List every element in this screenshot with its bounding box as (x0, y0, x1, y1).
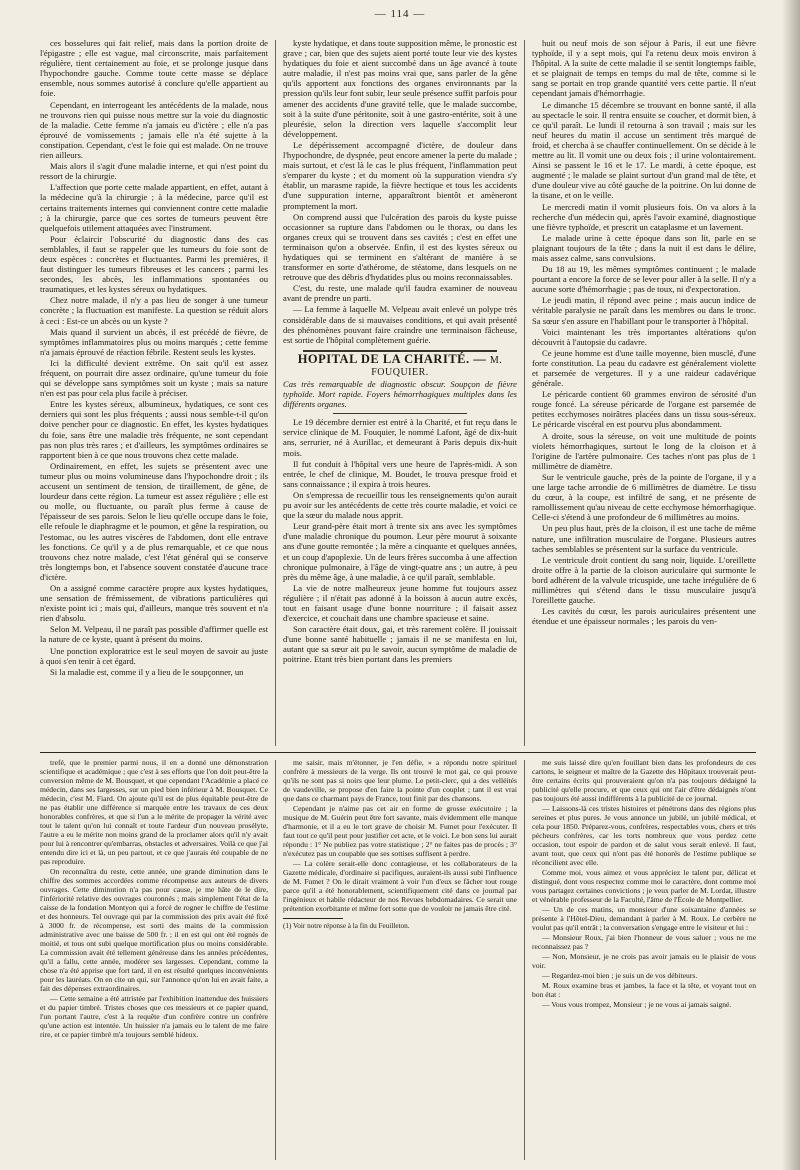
paragraph: On reconnaîtra du reste, cette année, une grande diminution dans le chiffre des sommes accordées comme récompense aux auteurs de divers ouvrages. Cette diminution n'a pas pour cause, je me hâte de le dire, l'infériorité relative des ouvrages couronnés ; mais simplement l'état de la caisse de la fondation Montyon qui a forcé de rogner le chiffre de l'estime et des honneurs. Tel ouvrage qui par la commission des prix avait été fixé à 3000 fr. de récompense, est sorti des mains de la commission administrative avec une baisse de 500 fr. ; il en est qui ont été rognés de moitié, et tous ont subi quelque mortification plus ou moins considérable. La commission avait été tellement généreuse dans les années précédentes, qu'il a fallu, cette année, modérer ses largesses. Cependant, comme la chose n'a été apprise que fort tard, il en est résulté quelques inconvénients pour les lauréats. On en cite un qui, sur l'annonce qu'on lui en avait faite, a fait des dépenses extraordinaires. (40, 867, 268, 993)
feuilleton-column-2 (283, 758, 517, 1163)
paragraph: — Monsieur Roux, j'ai bien l'honneur de vous saluer ; vous ne me reconnaissez pas ? (532, 933, 756, 951)
paragraph: C'est, du reste, une malade qu'il faudra examiner de nouveau avant de prendre un parti. (283, 283, 517, 304)
paragraph: Ordinairement, en effet, les sujets se présentent avec une tumeur plus ou moins volumineuse dans l'hypochondre droit ; ils accusent un sentiment de tension, de tiraillement, de gêne, de lourdeur dans cette région. La tumeur est assez régulière ; elle est ou molle, ou fluctuante, ou paraît plus ferme à cause de l'épaisseur de ses parois. Selon le lieu qu'elle occupe dans le foie, elle refoule le diaphragme et le poumon, et gêne la respiration, ou l'estomac, ou les autres viscères de l'abdomen, dont elle entrave les fonctions. Ce qu'il y a de plus remarquable, et ce que nous trouvons chez notre malade, c'est l'état général qui se conserve très longtemps bon, et l'absence souvent constatée d'aucune trace d'ictère. (40, 460, 268, 582)
paragraph: On s'empressa de recueillir tous les renseignements qu'on aurait pu avoir sur les antécédents de cette très courte maladie, et voici ce que la sœur du malade nous apprit. (283, 489, 517, 521)
section-author: M. FOUQUIER. (371, 354, 503, 378)
paragraph: Le mercredi matin il vomit plusieurs fois. On va alors à la recherche d'un médecin qui, après l'avoir examiné, diagnostique une fièvre typhoïde, et prescrit un cataplasme et un lavement. (532, 201, 756, 232)
paragraph: Une ponction exploratrice est le seul moyen de savoir au juste à quoi s'en tenir à cet égard. (40, 645, 268, 666)
paragraph: — Un de ces matins, un monsieur d'une soixantaine d'années se présente à l'Hôtel-Dieu, demandant à parler à M. Roux. Le cerbère ne voulut pas qu'il entrât ; la conversation s'engage entre le visiteur et lui : (532, 905, 756, 932)
column-divider (275, 40, 276, 746)
section-subtitle: Cas très remarquable de diagnostic obscur. Soupçon de fièvre typhoïde. Mort rapide. Foyers hémorrhagiques multiples dans les différents organes. (283, 379, 517, 410)
footnote: (1) Voir notre réponse à la fin du Feuilleton. (283, 922, 410, 930)
paragraph: Ce jeune homme est d'une taille moyenne, bien musclé, d'une forte constitution. La peau du cadavre est généralement violette et parsemée de vergetures. Il y a une raideur cadavérique générale. (532, 347, 756, 389)
paragraph: Le 19 décembre dernier est entré à la Charité, et fut reçu dans le service clinique de M. Fouquier, le nommé Lafont, âgé de dix-huit ans, serrurier, né à Aurillac, et demeurant à Paris depuis dix-huit mois. (283, 417, 517, 458)
paragraph: Les cavités du cœur, les parois auriculaires présentent une étendue et une épaisseur normales ; les parois du ven- (532, 606, 756, 627)
paragraph: — La femme à laquelle M. Velpeau avait enlevé un polype très considérable dans de si mauvaises conditions, et qui avait présenté des phénomènes pouvant faire craindre une terminaison fâcheuse, est sortie de l'hôpital complètement guérie. (283, 304, 517, 345)
column-divider (524, 40, 525, 746)
paragraph: Le dépérissement accompagné d'ictère, de douleur dans l'hypochondre, de dyspnée, peut encore amener la perte du malade ; mais surtout, et c'est là le cas le plus fréquent, l'inflammation peut s'emparer du kyste ; et du moment où la suppuration viendra s'y établir, un marasme rapide, la fièvre hectique et tous les accidents d'une suppuration interne, apparaîtront bientôt et amèneront promptement la mort. (283, 139, 517, 211)
paragraph: Cependant, en interrogeant les antécédents de la malade, nous ne trouvons rien qui puisse nous mettre sur la voie du diagnostic de la maladie. Cette femme n'a jamais eu d'ictère ; elle n'a pas éprouvé de vomissements ; jamais elle n'a été sujette à la constipation. Cependant, c'est le foie qui est malade. On ne trouve rien ailleurs. (40, 99, 268, 161)
paragraph: Un peu plus haut, près de la cloison, il est une tache de même nature, une infiltration musculaire de l'organe. Plusieurs autres taches semblables se présentent sur la surface du ventricule. (532, 523, 756, 554)
paragraph: — Laissons-là ces tristes histoires et pénétrons dans des régions plus sereines et plus pures. Je vous annonce un jubilé, un jubilé médical, et cela pour 1850. Préparez-vous, confrères, respectables vous, chers et très pécheurs confrères, car les torts nombreux que vous perdez cette occasion, tout espoir de pardon et de salut vous serait enlevé. Il faut, avant tout, que ceux qui n'ont pas été honorés de l'estime publique se réconcilient avec elle. (532, 804, 756, 867)
paragraph: Le jeudi matin, il répond avec peine ; mais aucun indice de véritable paralysie ne paraît dans les membres ou dans le tronc. Sa sœur s'en assure en l'habillant pour le transporter à l'hôpital. (532, 295, 756, 326)
paragraph: On a assigné comme caractère propre aux kystes hydatiques, une sensation de frémissement, de vibrations particulières qui n'existe point ici ; mais qui, d'ailleurs, manque très souvent et n'a rien d'absolu. (40, 582, 268, 624)
paragraph: Mais quand il survient un abcès, il est précédé de fièvre, de symptômes inflammatoires plus ou moins marqués ; cette femme n'a jamais éprouvé de réaction fébrile. Restent seuls les kystes. (40, 326, 268, 357)
paragraph: ces bosselures qui fait relief, mais dans la portion droite de l'épigastre ; elle est vague, mal circonscrite, mais parfaitement régulière, tient certainement au foie, et se prolonge jusque dans l'hypochondre gauche. Comme toute cette masse se déplace ensemble, nous sommes autorisé à conclure qu'elle appartient au foie. (40, 38, 268, 99)
paragraph: kyste hydatique, et dans toute supposition même, le pronostic est grave ; car, bien que des sujets aient porté toute leur vie des kystes hydatiques du foie et aient succombé dans un âge avancé à toute autre maladie, il n'est pas moins vrai que, sans parler de la gêne qu'ils apportent aux fonctions des organes environnants par la pression qu'ils leur font subir, leur seule présence suffit parfois pour amener des accidents d'une gravité telle, que le malade succombe, soit à la suite d'une péritonite, soit à une gastro-entérite, soit à une pleurésie, selon la direction vers laquelle s'accomplit leur développement. (283, 38, 517, 139)
velpeau-clinic-continued (283, 38, 517, 345)
column-divider (524, 760, 525, 1160)
paragraph: A droite, sous la séreuse, on voit une multitude de points violets hémorrhagiques, surtout le long de la cloison et à l'origine de l'artère pulmonaire. Ces taches n'ont pas plus de 1 millimètre de diamètre. (532, 430, 756, 471)
paragraph: Selon M. Velpeau, il ne paraît pas possible d'affirmer quelle est la nature de ce kyste, quant à présent du moins. (40, 624, 268, 645)
fouquier-case-report (283, 417, 517, 664)
feuilleton-column-1 (40, 758, 268, 1163)
paragraph: Son caractère était doux, gai, et très rarement colère. Il jouissait d'une bonne santé habituelle ; jamais il ne se manifesta en lui, autant que sa sœur ait pu le savoir, aucun symptôme de maladie de poitrine. Etant très bien portant dans les premiers (283, 624, 517, 665)
article-column-1 (40, 38, 268, 748)
paragraph: Cependant je n'aime pas cet air en forme de grosse exécutoire ; la musique de M. Guérin peut être fort savante, mais évidemment elle manque d'harmonie, et il a eu le tort grave de choisir M. Fumet pour l'exécuter. Il faut tout ce qu'il peut pour justifier cet acte, et le voici. Le bon sens lui aurait répondu : 1° Ne publiez pas votre statistique ; 2° ne faites pas de procès ; 3° n'exécutez pas un coupable que ses sottises suffisent à perdre. (283, 804, 517, 858)
paragraph: Pour éclaircir l'obscurité du diagnostic dans des cas semblables, il faut se rappeler que les tumeurs du foie sont de deux espèces : concrètes et fluctuantes. Parmi les premières, il faut distinguer les tumeurs fibreuses et les cancers ; parmi les secondes, les abcès, les inflammations spontanées ou traumatiques, et les kystes séreux ou hydatiques. (40, 233, 268, 295)
paragraph: Leur grand-père était mort à trente six ans avec les symptômes d'une maladie chronique du poumon. Leur père mourut à soixante ans d'une goutte remontée ; la mère a cinquante et quelques années, et un coup d'apoplexie. Un de leurs frères succomba à une affection chronique pulmonaire, à l'âge de vingt-quatre ans ; un autre, à peu près du même âge, à une maladie, à ce qu'il paraît, semblable. (283, 521, 517, 582)
paragraph: Du 18 au 19, les mêmes symptômes continuent ; le malade pourtant a encore la force de se lever pour aller à la selle. Il n'y a aucune sorte d'hémorrhagie ; pas de toux, ni d'expectoration. (532, 264, 756, 295)
page-edge-shadow (782, 0, 800, 1170)
page-number: — 114 — (374, 8, 426, 20)
paragraph: Le ventricule droit contient du sang noir, liquide. L'oreillette droite offre à la partie de la cloison auriculaire qui surmonte le bord adhérent de la valvule tricuspide, une tache irrégulière de 6 millimètres qui s'étend dans le tissu musculaire jusqu'à l'oreillette gauche. (532, 554, 756, 606)
paragraph: La vie de notre malheureux jeune homme fut toujours assez régulière ; il n'était pas adonné à la boisson à aucun autre excès, tout en faisant usage d'une bonne nourriture ; il faisait assez d'exercice, et couchait dans une chambre spacieuse et saine. (283, 582, 517, 624)
paragraph: me saisir, mais m'étonner, je l'en défie, » a répondu notre spirituel confrère à messieurs de la verge. Ils ont trouvé le mot gai, ce qui prouve qu'ils ne sont pas si noirs que leur plume. Le petit-clerc, qui a des velléités de vaudeville, se propose d'en faire la pointe d'un couplet ; tant il est vrai que dans ce charmant pays de France, tout finit par des chansons. (283, 758, 517, 803)
paragraph: Ici la difficulté devient extrême. On sait qu'il est assez fréquent, on pourrait dire assez ordinaire, qu'une tumeur du foie qui se développe sans symptômes soit un kyste ; mais sa nature n'en est pas pour cela plus facile à préciser. (40, 357, 268, 399)
paragraph: Chez notre malade, il n'y a pas lieu de songer à une tumeur concrète ; la fluctuation est manifeste. La question se réduit alors à ceci : Est-ce un abcès ou un kyste ? (40, 295, 268, 326)
paragraph: Il fut conduit à l'hôpital vers une heure de l'après-midi. A son entrée, le chef de clinique, M. Boudet, le trouva presque froid et sans connaissance ; il expira à trois heures. (283, 458, 517, 489)
paragraph: Comme moi, vous aimez et vous appréciez le talent pur, délicat et distingué, dont vous respectez comme moi le caractère, dont comme moi vous partagez certaines convictions ; je veux parler de M. Lordat, illustre et vénérable professeur de la Faculté, l'âme de l'École de Montpellier. (532, 868, 756, 904)
section-hospital: HOPITAL DE LA CHARITÉ. — (297, 351, 487, 366)
paragraph: Le péricarde contient 60 grammes environ de sérosité d'un rouge foncé. La séreuse péricarde de l'organe est parsemée de petites ecchymoses noirâtres placées dans un tissu sous-séreux. Le péricarde viscéral en est pourvu plus abondamment. (532, 389, 756, 430)
paragraph: On comprend aussi que l'ulcération des parois du kyste puisse occasionner sa rupture dans l'abdomen ou le thorax, ou dans les organes creux qui se trouvent dans ses cavités ; c'est en effet une terminaison qu'on a observée. Enfin, il est des kystes séreux ou hydatiques qui se terminent en s'altérant de manière à se transformer en sorte d'athérome, de stéatome, dans lesquels on ne retrouve que des débris d'hydatides plus ou moins reconnaissables. (283, 211, 517, 283)
paragraph: — La colère serait-elle donc contagieuse, et les collaborateurs de la Gazette médicale, d'ordinaire si pacifiques, auraient-ils aussi subi l'influence de M. Fumet ? On le dirait vraiment à voir l'un d'eux se fâcher tout rouge parce qu'il a été honorablement, scientifiquement cité dans ce journal par l'ingénieux et habile rédacteur de nos Revues hebdomadaires. Ce serait une prétention exorbitante et même fort sotte que de vouloir ne jamais être cité. (283, 859, 517, 913)
paragraph: — Regardez-moi bien ; je suis un de vos débiteurs. (542, 971, 698, 980)
paragraph: Voici maintenant les très importantes altérations qu'on découvrit à l'autopsie du cadavre. (532, 326, 756, 347)
paragraph: huit ou neuf mois de son séjour à Paris, il eut une fièvre typhoïde, il y a sept mois, qui l'a retenu deux mois environ à l'hôpital. A la suite de cette maladie il se sentit longtemps faible, et se plaignait de temps en temps du mal de tête, comme si le sang se portait en trop grande quantité vers cette partie. Il n'eut cependant jamais d'hémorrhagie. (532, 38, 756, 99)
section-title (283, 351, 517, 378)
paragraph: — Vous vous trompez, Monsieur ; je ne vous ai jamais saigné. (542, 1000, 732, 1009)
paragraph: Entre les kystes séreux, albumineux, hydatiques, ce sont ces derniers qui sont les plus fréquents ; aussi nous semble-t-il qu'on doive pencher pour ce diagnostic. En effet, les kystes hydatiques du foie, sans être une maladie très fréquente, ne sont cependant pas non plus très rares ; et d'ailleurs, les symptômes ordinaires se rapportent bien à ce que nous trouvons chez cette malade. (40, 399, 268, 460)
paragraph: Le malade urine à cette époque dans son lit, parle en se plaignant toujours de la tête ; dans la nuit il est dans le délire, mais assez calme, sans convulsions. (532, 232, 756, 263)
paragraph: — Non, Monsieur, je ne crois pas avoir jamais eu le plaisir de vous voir. (532, 952, 756, 970)
feuilleton-column-3 (532, 758, 756, 1163)
paragraph: — Cette semaine a été attristée par l'exhibition inattendue des huissiers et du papier timbré. Tristes choses que ces messieurs et ce papier quand, l'un portant l'autre, c'est à la requête d'un confrère contre un confrère qu'une action est intentée. Un huissier n'a jamais eu le talent de me faire rire, et ce papier timbré m'a toujours semblé hideux. (40, 994, 268, 1039)
paragraph: Si la maladie est, comme il y a lieu de le soupçonner, un (50, 666, 244, 677)
paragraph: M. Roux examine bras et jambes, la face et la tête, et voyant tout en bon état : (532, 981, 756, 999)
paragraph: trefé, que le premier parmi nous, il en a donné une démonstration scientifique et académique ; que c'est à ses efforts que l'on doit peut-être la conversion même de M. Bousquet, et que cependant l'Académie a placé ce médecin, dans ses largesses, sur un pied bien inférieur à M. Bousquet. Ce médecin, c'est M. Fiard. On ajoute qu'il est de plus équitable peut-être de ne pas établir une différence si marquée entre les travaux de ces deux honorables confrères, et que si l'un a le mérite de propager la vérité avec tout le talent qu'on lui connaît et toute l'ardeur d'un nouveau prosélyte, l'autre a eu le mérite non moins grand de la proclamer alors qu'il n'y avait pour lui à rencontrer qu'embarras, obstacles et adversaires. Voilà ce que j'ai entendu dire ici et là, un peu partout, et ce que j'aurais été coupable de ne pas reproduire. (40, 758, 268, 866)
paragraph: L'affection que porte cette malade appartient, en effet, autant à la médecine qu'à la chirurgie ; à la médecine, parce qu'il est certains traitements internes qui conviennent contre cette maladie ; à la chirurgie, parce que ces sortes de tumeurs peuvent être quelquefois utilement attaquées avec l'instrument. (40, 182, 268, 233)
paragraph: Mais alors il s'agit d'une maladie interne, et qui n'est point du ressort de la chirurgie. (40, 161, 268, 182)
footnote-separator (283, 918, 343, 919)
subtitle-divider (333, 413, 467, 414)
article-column-2 (283, 38, 517, 748)
column-divider (275, 760, 276, 1160)
article-column-3 (532, 38, 756, 748)
paragraph: Le dimanche 15 décembre se trouvant en bonne santé, il alla au spectacle le soir. Il rentra ensuite se coucher, et dormit bien, à ce qu'il paraît. Le lundi il retourna à son travail ; mais sur les neuf heures du matin il accuse un sentiment très marqué de froid, et chercha à se chauffer continuellement. On se décide à le mettre au lit. Il vomit une ou deux fois ; il urine volontairement. Ainsi se passent le 16 et le 17. Le mardi, à cette époque, est augmenté ; le malade se plaint surtout d'un grand mal de tête, et d'une douleur vive au côté gauche de la poitrine. On lui donne de la tisane, et on le veille. (532, 99, 756, 201)
paragraph: Sur le ventricule gauche, près de la pointe de l'organe, il y a une large tache arrondie de 6 millimètres de diamètre. Le tissu du cœur, à la coupe, est infiltré de sang, et ne présente de ramollissement qu'au niveau de cette ecchymose hémorrhagique. Celle-ci s'étend à une profondeur de 6 millimètres au moins. (532, 471, 756, 523)
paragraph: me suis laissé dire qu'en fouillant bien dans les profondeurs de ces cartons, le seigneur et maître de la Gazette des Hôpitaux trouverait peut-être certains écrits qui prouveraient qu'on n'a pas toujours dédaigné la publicité qu'elle procure, et que ceux qui ont l'air d'être dédaignés n'ont pas toujours été aussi indifférents à la publicité de ce journal. (532, 758, 756, 803)
feuilleton-rule (40, 752, 756, 753)
